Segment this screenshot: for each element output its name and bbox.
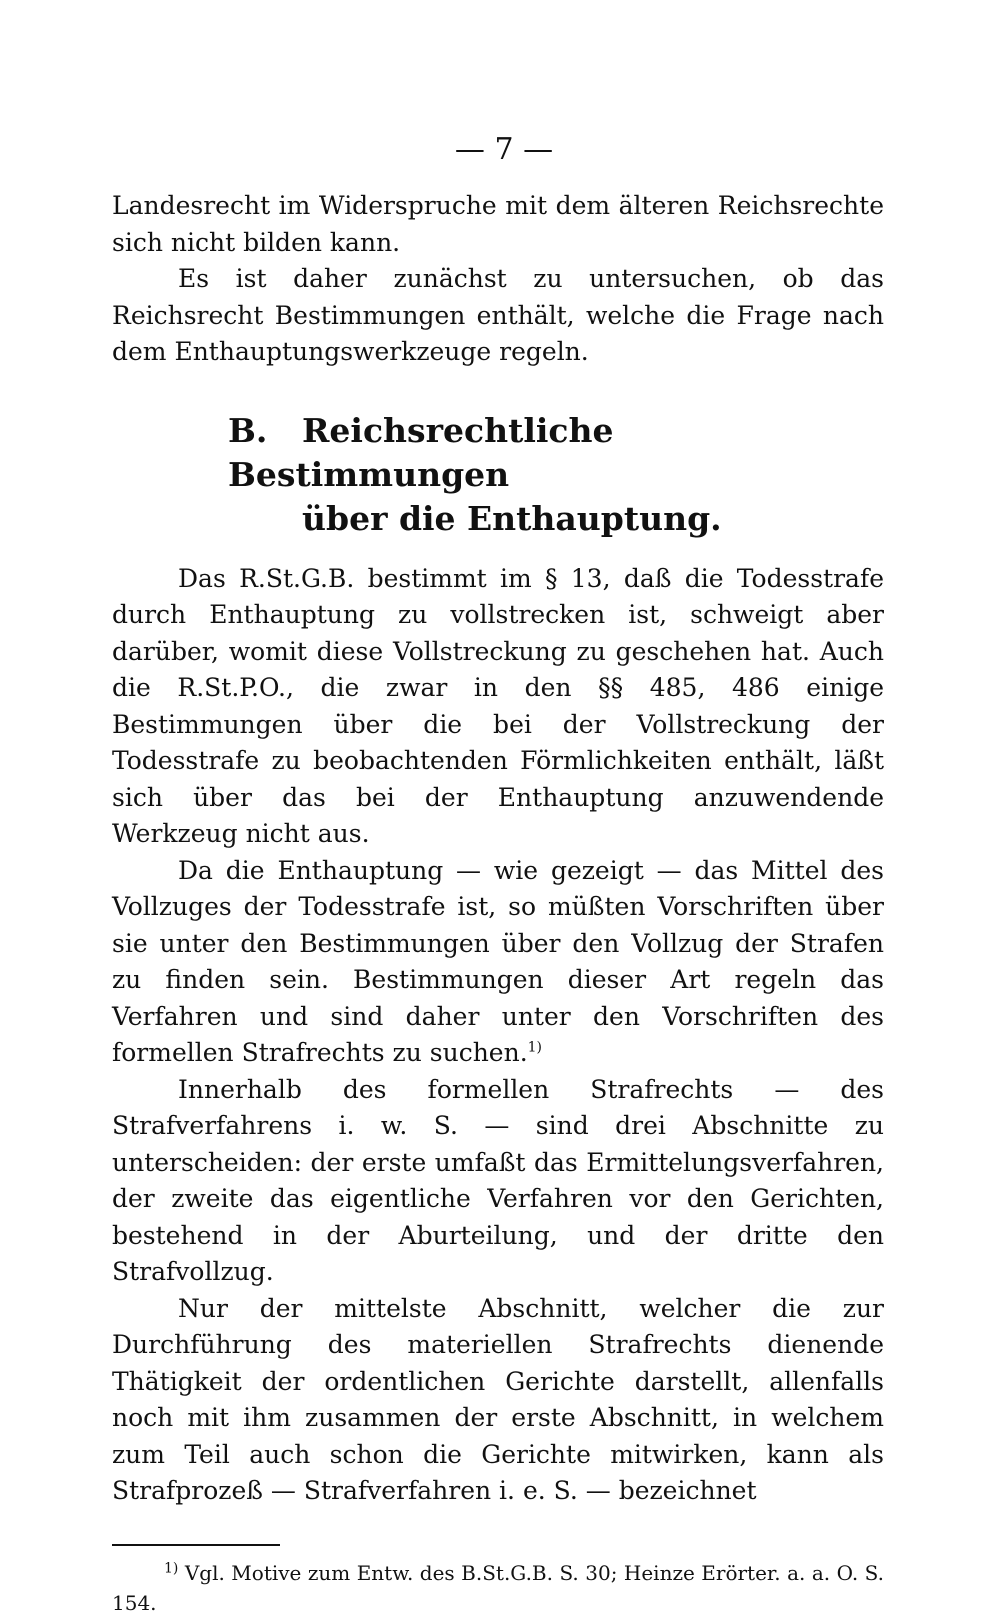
paragraph: Innerhalb des formellen Strafrechts — des Strafverfahrens i. w. S. — sind drei Abschnitte zu unterscheiden: der erste umfaßt das Ermittelungsverfahren, der zweite das eigentliche Verfahren vor den Gerichten, bestehend in der Aburteilung, und der dritte den Strafvollzug. xyxy=(112,1074,884,1286)
paragraph-text: Da die Enthauptung — wie gezeigt — das Mittel des Vollzuges der Todesstrafe ist, so müßten Vorschriften über sie unter den Bestimmungen über den Vollzug der Strafen zu finden sein. Bestimmungen dieser Art regeln das Verfahren und sind daher unter den Vorschriften des formellen Strafrechts zu suchen. xyxy=(112,855,884,1067)
paragraph: Es ist daher zunächst zu untersuchen, ob das Reichsrecht Bestimmungen enthält, welche die Frage nach dem Enthauptungswerkzeuge regeln. xyxy=(112,264,884,366)
intro-text xyxy=(112,188,884,371)
footnote-marker: 1) xyxy=(164,1559,179,1576)
footnote xyxy=(112,1558,884,1618)
paragraph: Das R.St.G.B. bestimmt im § 13, daß die Todesstrafe durch Enthauptung zu vollstrecken ist, schweigt aber darüber, womit diese Vollstreckung zu geschehen hat. Auch die R.St.P.O., die zwar in den §§ 485, 486 einige Bestimmungen über die bei der Vollstreckung der Todesstrafe zu beobachtenden Förmlichkeiten enthält, läßt sich über das bei der Enthauptung anzuwendende Werkzeug nicht aus. xyxy=(112,563,884,848)
section-title-line-2: über die Enthauptung. xyxy=(302,498,722,538)
footnote-text: Vgl. Motive zum Entw. des B.St.G.B. S. 30; Heinze Erörter. a. a. O. S. 154. xyxy=(112,1560,884,1615)
section-text xyxy=(112,561,884,1510)
paragraph: Landesrecht im Widerspruche mit dem älteren Reichsrechte sich nicht bilden kann. xyxy=(112,191,884,257)
paragraph xyxy=(112,853,884,1072)
section-heading xyxy=(112,409,884,541)
footnote-divider xyxy=(112,1544,280,1546)
footnote-reference: 1) xyxy=(527,1039,543,1056)
section-title-line-1: Reichsrechtliche Bestimmungen xyxy=(228,410,614,494)
document-page xyxy=(112,130,884,1618)
section-label: B. xyxy=(228,410,268,450)
page-number: — 7 — xyxy=(454,132,554,167)
paragraph: Nur der mittelste Abschnitt, welcher die zur Durchführung des materiellen Strafrechts dienende Thätigkeit der ordentlichen Gerichte darstellt, allenfalls noch mit ihm zusammen der erste Abschnitt, in welchem zum Teil auch schon die Gerichte mitwirken, kann als Strafprozeß — Strafverfahren i. e. S. — bezeichnet xyxy=(112,1293,884,1505)
